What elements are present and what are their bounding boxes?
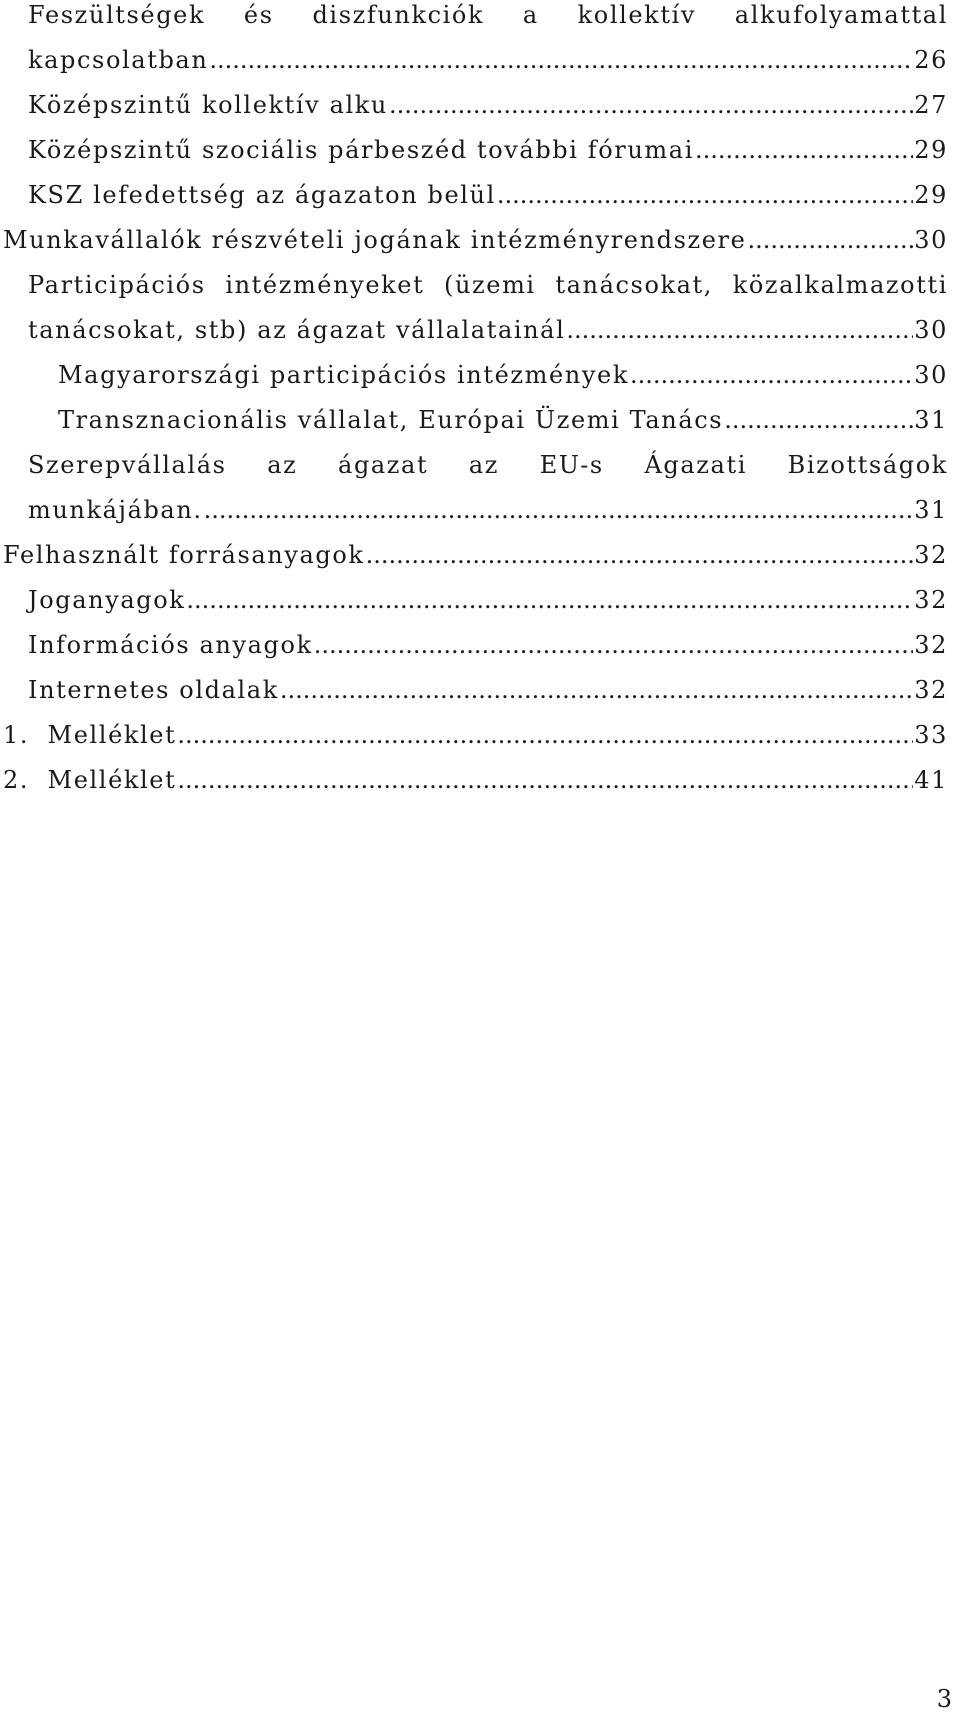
toc-entry[interactable]: [58, 360, 948, 390]
toc-entry[interactable]: [28, 675, 948, 705]
toc-entry-line: [28, 0, 948, 30]
toc-entry[interactable]: [3, 540, 948, 570]
toc-entry[interactable]: [28, 585, 948, 615]
toc-word: az: [468, 451, 500, 479]
toc-entry-line: [28, 270, 948, 300]
toc-entry[interactable]: [3, 720, 948, 750]
dot-leader: [724, 405, 913, 435]
toc-word: Ágazati: [644, 451, 747, 479]
toc-entry-title: Joganyagok: [28, 586, 186, 614]
toc-page-number: 29: [914, 136, 948, 164]
toc-entry-title: 2. Melléklet: [3, 766, 177, 794]
toc-word: közalkalmazotti: [732, 271, 948, 299]
toc-entry-line: [28, 450, 948, 480]
toc-page-number: 31: [914, 496, 948, 524]
toc-page-number: 33: [914, 721, 948, 749]
toc-entry-title: 1. Melléklet: [3, 721, 177, 749]
toc-word: tanácsokat,: [555, 271, 714, 299]
toc-entry[interactable]: [58, 405, 948, 435]
toc-word: az: [267, 451, 298, 479]
toc-page-number: 32: [914, 586, 948, 614]
toc-entry-title: kapcsolatban: [28, 46, 209, 74]
dot-leader: [695, 135, 913, 165]
toc-entry-title: Transznacionális vállalat, Európai Üzemi Tanács: [58, 406, 724, 434]
dot-leader: [186, 585, 913, 615]
toc-entry-title: Magyarországi participációs intézmények: [58, 361, 629, 389]
toc-entry-title: Munkavállalók részvételi jogának intézményrendszere: [3, 226, 747, 254]
dot-leader: [366, 540, 914, 570]
dot-leader: [209, 45, 913, 75]
toc-page-number: 30: [914, 361, 948, 389]
toc-entry[interactable]: [28, 495, 948, 525]
toc-entry[interactable]: [3, 225, 948, 255]
toc-entry-title: Információs anyagok: [28, 631, 313, 659]
toc-word: a: [522, 1, 539, 29]
toc-page-number: 26: [914, 46, 948, 74]
toc-entry[interactable]: [3, 765, 948, 795]
toc-entry[interactable]: [28, 315, 948, 345]
toc-entry[interactable]: [28, 90, 948, 120]
toc-word: Feszültségek: [28, 1, 206, 29]
toc-word: Szerepvállalás: [28, 451, 227, 479]
toc-word: EU-s: [539, 451, 604, 479]
dot-leader: [280, 675, 913, 705]
toc-word: diszfunkciók: [312, 1, 485, 29]
toc-word: ágazat: [338, 451, 429, 479]
dot-leader: [566, 315, 913, 345]
toc-entry-title: Középszintű szociális párbeszéd további fórumai: [28, 136, 694, 164]
toc-word: alkufolyamattal: [734, 1, 948, 29]
dot-leader: [497, 180, 913, 210]
toc-entry-title: Középszintű kollektív alku: [28, 91, 388, 119]
toc-word: Participációs: [28, 271, 206, 299]
toc-entry-title: munkájában.: [28, 496, 203, 524]
toc-entry[interactable]: [28, 180, 948, 210]
toc-page-number: 31: [914, 406, 948, 434]
toc-entry[interactable]: [28, 45, 948, 75]
toc-word: (üzemi: [444, 271, 536, 299]
dot-leader: [389, 90, 913, 120]
toc-page-number: 30: [914, 316, 948, 344]
toc-page-number: 32: [914, 676, 948, 704]
dot-leader: [314, 630, 914, 660]
dot-leader: [630, 360, 913, 390]
toc-page-number: 30: [914, 226, 948, 254]
toc-word: Bizottságok: [787, 451, 948, 479]
page-number: 3: [936, 1685, 953, 1713]
toc-entry-title: KSZ lefedettség az ágazaton belül: [28, 181, 496, 209]
toc-page-number: 32: [914, 631, 948, 659]
toc-entry-title: Internetes oldalak: [28, 676, 279, 704]
toc-entry[interactable]: [28, 630, 948, 660]
toc-word: intézményeket: [225, 271, 425, 299]
toc-entry[interactable]: [28, 135, 948, 165]
dot-leader: [177, 720, 913, 750]
toc-entry-title: tanácsokat, stb) az ágazat vállalatainál: [28, 316, 566, 344]
toc-word: és: [243, 1, 274, 29]
toc-page-number: 29: [914, 181, 948, 209]
toc-page-number: 32: [914, 541, 948, 569]
toc-word: kollektív: [577, 1, 696, 29]
dot-leader: [747, 225, 913, 255]
toc-entry-title: Felhasznált forrásanyagok: [3, 541, 365, 569]
dot-leader: [177, 765, 913, 795]
dot-leader: [204, 495, 914, 525]
toc-page-number: 41: [914, 766, 948, 794]
toc-page-number: 27: [914, 91, 948, 119]
